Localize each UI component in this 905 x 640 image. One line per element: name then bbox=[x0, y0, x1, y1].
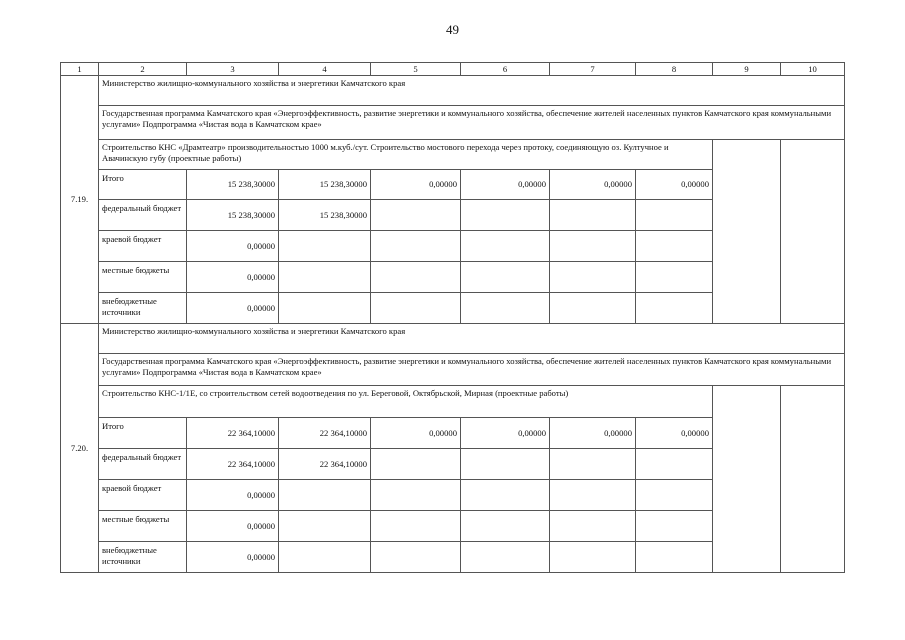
value-cell: 22 364,10000 bbox=[187, 449, 279, 480]
program-text: Государственная программа Камчатского края «Энергоэффективность, развитие энергетики и коммунального хозяйства, обеспечение жителей населенных пунктов Камчатского края коммунальными услугами» Подпрограмма «Чистая вода в Камчатском крае» bbox=[99, 106, 845, 140]
row-label: федеральный бюджет bbox=[99, 449, 187, 480]
header-row bbox=[61, 63, 845, 76]
row-label: Итого bbox=[99, 418, 187, 449]
column-9-cell bbox=[713, 386, 781, 573]
value-cell bbox=[550, 542, 636, 573]
value-cell: 0,00000 bbox=[187, 542, 279, 573]
value-cell: 0,00000 bbox=[636, 418, 713, 449]
value-cell bbox=[550, 262, 636, 293]
header-cell: 2 bbox=[99, 63, 187, 76]
value-cell bbox=[550, 200, 636, 231]
row-label: местные бюджеты bbox=[99, 262, 187, 293]
value-cell bbox=[461, 449, 550, 480]
value-cell bbox=[371, 262, 461, 293]
value-cell bbox=[550, 293, 636, 324]
value-cell: 0,00000 bbox=[187, 511, 279, 542]
project-row bbox=[61, 386, 845, 418]
value-cell bbox=[371, 200, 461, 231]
value-cell bbox=[636, 542, 713, 573]
header-cell: 6 bbox=[461, 63, 550, 76]
header-cell: 10 bbox=[781, 63, 845, 76]
program-row bbox=[61, 106, 845, 140]
value-cell bbox=[636, 511, 713, 542]
value-cell bbox=[636, 231, 713, 262]
page-number: 49 bbox=[446, 22, 459, 37]
ministry-row bbox=[61, 324, 845, 354]
value-cell bbox=[461, 480, 550, 511]
value-cell: 0,00000 bbox=[461, 418, 550, 449]
value-cell: 0,00000 bbox=[550, 418, 636, 449]
row-label: краевой бюджет bbox=[99, 480, 187, 511]
header-cell: 7 bbox=[550, 63, 636, 76]
value-cell bbox=[279, 480, 371, 511]
value-cell: 22 364,10000 bbox=[187, 418, 279, 449]
value-cell bbox=[371, 231, 461, 262]
value-cell bbox=[636, 480, 713, 511]
value-cell: 15 238,30000 bbox=[187, 200, 279, 231]
value-cell: 0,00000 bbox=[187, 262, 279, 293]
value-cell bbox=[371, 449, 461, 480]
value-cell bbox=[461, 293, 550, 324]
program-row bbox=[61, 354, 845, 386]
header-cell: 8 bbox=[636, 63, 713, 76]
value-cell bbox=[550, 480, 636, 511]
value-cell bbox=[279, 511, 371, 542]
value-cell: 0,00000 bbox=[371, 170, 461, 200]
ministry-text: Министерство жилищно-коммунального хозяйства и энергетики Камчатского края bbox=[99, 76, 845, 106]
value-cell bbox=[371, 293, 461, 324]
value-cell: 22 364,10000 bbox=[279, 449, 371, 480]
budget-table bbox=[60, 62, 845, 573]
header-cell: 3 bbox=[187, 63, 279, 76]
project-text: Строительство КНС «Драмтеатр» производительностью 1000 м.куб./сут. Строительство мостового перехода через протоку, соединяющую оз. Култучное и Авачинскую губу (проектные работы) bbox=[99, 140, 713, 170]
value-cell: 22 364,10000 bbox=[279, 418, 371, 449]
project-text: Строительство КНС-1/1Е, со строительством сетей водоотведения по ул. Береговой, Октябрьской, Мирная (проектные работы) bbox=[99, 386, 713, 418]
value-cell bbox=[636, 293, 713, 324]
item-number: 7.20. bbox=[61, 324, 99, 573]
value-cell: 15 238,30000 bbox=[187, 170, 279, 200]
value-cell bbox=[550, 231, 636, 262]
column-9-cell bbox=[713, 140, 781, 324]
value-cell: 0,00000 bbox=[187, 293, 279, 324]
value-cell bbox=[550, 511, 636, 542]
value-cell bbox=[461, 200, 550, 231]
column-10-cell bbox=[781, 140, 845, 324]
value-cell: 0,00000 bbox=[461, 170, 550, 200]
value-cell bbox=[279, 542, 371, 573]
value-cell bbox=[461, 231, 550, 262]
value-cell: 0,00000 bbox=[636, 170, 713, 200]
value-cell bbox=[550, 449, 636, 480]
value-cell bbox=[371, 542, 461, 573]
ministry-row bbox=[61, 76, 845, 106]
column-10-cell bbox=[781, 386, 845, 573]
header-cell: 4 bbox=[279, 63, 371, 76]
value-cell bbox=[279, 231, 371, 262]
value-cell bbox=[371, 480, 461, 511]
value-cell: 15 238,30000 bbox=[279, 170, 371, 200]
value-cell bbox=[371, 511, 461, 542]
value-cell bbox=[461, 262, 550, 293]
item-number: 7.19. bbox=[61, 76, 99, 324]
value-cell bbox=[279, 262, 371, 293]
value-cell bbox=[279, 293, 371, 324]
value-cell: 0,00000 bbox=[187, 480, 279, 511]
value-cell bbox=[636, 262, 713, 293]
row-label: внебюджетные источники bbox=[99, 293, 187, 324]
value-cell bbox=[636, 200, 713, 231]
row-label: местные бюджеты bbox=[99, 511, 187, 542]
project-row bbox=[61, 140, 845, 170]
value-cell bbox=[636, 449, 713, 480]
value-cell: 0,00000 bbox=[371, 418, 461, 449]
header-cell: 9 bbox=[713, 63, 781, 76]
program-text: Государственная программа Камчатского края «Энергоэффективность, развитие энергетики и коммунального хозяйства, обеспечение жителей населенных пунктов Камчатского края коммунальными услугами» Подпрограмма «Чистая вода в Камчатском крае» bbox=[99, 354, 845, 386]
value-cell bbox=[461, 542, 550, 573]
value-cell: 0,00000 bbox=[550, 170, 636, 200]
header-cell: 1 bbox=[61, 63, 99, 76]
row-label: краевой бюджет bbox=[99, 231, 187, 262]
row-label: внебюджетные источники bbox=[99, 542, 187, 573]
row-label: Итого bbox=[99, 170, 187, 200]
ministry-text: Министерство жилищно-коммунального хозяйства и энергетики Камчатского края bbox=[99, 324, 845, 354]
value-cell: 0,00000 bbox=[187, 231, 279, 262]
header-cell: 5 bbox=[371, 63, 461, 76]
row-label: федеральный бюджет bbox=[99, 200, 187, 231]
value-cell bbox=[461, 511, 550, 542]
value-cell: 15 238,30000 bbox=[279, 200, 371, 231]
